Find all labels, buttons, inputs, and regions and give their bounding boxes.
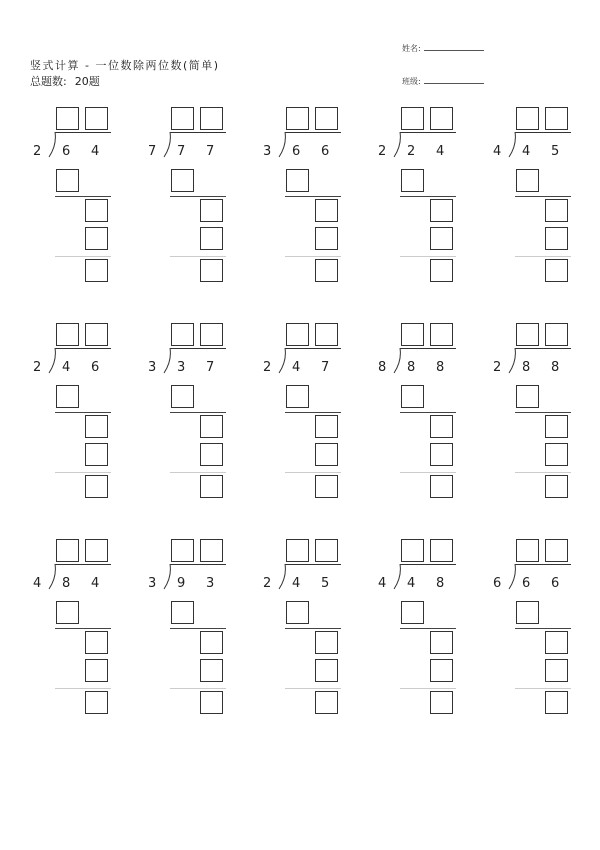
quotient-ones-box[interactable] xyxy=(315,107,338,130)
division-problem xyxy=(493,107,600,307)
subtraction-line-2 xyxy=(285,472,341,473)
division-bracket xyxy=(278,348,288,374)
product-tens-box[interactable] xyxy=(286,169,309,192)
bring-down-box[interactable] xyxy=(315,415,338,438)
division-bar xyxy=(515,132,571,133)
quotient-tens-box[interactable] xyxy=(56,539,79,562)
division-problem xyxy=(148,539,258,739)
division-problem xyxy=(378,539,488,739)
quotient-tens-box[interactable] xyxy=(516,323,539,346)
subtraction-line xyxy=(285,412,341,413)
remainder-box[interactable] xyxy=(545,691,568,714)
dividend-ones-digit: 5 xyxy=(321,576,330,591)
remainder-box[interactable] xyxy=(85,475,108,498)
bring-down-box[interactable] xyxy=(85,415,108,438)
subtraction-line-2 xyxy=(170,688,226,689)
division-problem xyxy=(33,323,143,523)
subtraction-line xyxy=(170,628,226,629)
bring-down-box[interactable] xyxy=(315,199,338,222)
division-bracket xyxy=(393,564,403,590)
subtraction-line-2 xyxy=(400,688,456,689)
quotient-tens-box[interactable] xyxy=(171,107,194,130)
quotient-tens-box[interactable] xyxy=(401,107,424,130)
dividend-ones-digit: 7 xyxy=(206,144,215,159)
divisor-digit: 7 xyxy=(148,144,157,159)
quotient-ones-box[interactable] xyxy=(430,323,453,346)
dividend-tens-digit: 6 xyxy=(522,576,531,591)
remainder-box[interactable] xyxy=(545,259,568,282)
division-bracket xyxy=(278,132,288,158)
class-label: 班级: xyxy=(402,77,421,86)
dividend-ones-digit: 8 xyxy=(436,576,445,591)
remainder-box[interactable] xyxy=(85,259,108,282)
dividend-tens-digit: 7 xyxy=(177,144,186,159)
division-bracket xyxy=(508,348,518,374)
bring-down-box[interactable] xyxy=(545,631,568,654)
bring-down-box[interactable] xyxy=(430,415,453,438)
product-tens-box[interactable] xyxy=(56,601,79,624)
bring-down-box[interactable] xyxy=(85,631,108,654)
bring-down-box[interactable] xyxy=(545,415,568,438)
division-problem xyxy=(33,107,143,307)
quotient-tens-box[interactable] xyxy=(56,323,79,346)
division-bracket xyxy=(163,564,173,590)
total-questions-label: 总题数: xyxy=(30,75,67,88)
product-tens-box[interactable] xyxy=(56,385,79,408)
quotient-ones-box[interactable] xyxy=(315,539,338,562)
dividend-ones-digit: 3 xyxy=(206,576,215,591)
remainder-box[interactable] xyxy=(430,691,453,714)
division-problem xyxy=(493,539,600,739)
subtraction-line xyxy=(170,412,226,413)
subtraction-line-2 xyxy=(515,688,571,689)
subtraction-line-2 xyxy=(400,256,456,257)
dividend-ones-digit: 5 xyxy=(551,144,560,159)
division-bar xyxy=(400,132,456,133)
product-ones-box[interactable] xyxy=(200,443,223,466)
divisor-digit: 4 xyxy=(378,576,387,591)
dividend-tens-digit: 4 xyxy=(407,576,416,591)
subtraction-line xyxy=(400,412,456,413)
division-bracket xyxy=(508,564,518,590)
division-bar xyxy=(170,132,226,133)
divisor-digit: 2 xyxy=(378,144,387,159)
product-ones-box[interactable] xyxy=(315,227,338,250)
dividend-ones-digit: 7 xyxy=(206,360,215,375)
remainder-box[interactable] xyxy=(315,259,338,282)
bring-down-box[interactable] xyxy=(545,199,568,222)
division-bar xyxy=(55,564,111,565)
quotient-tens-box[interactable] xyxy=(171,323,194,346)
division-bar xyxy=(285,348,341,349)
product-tens-box[interactable] xyxy=(401,601,424,624)
subtraction-line-2 xyxy=(285,256,341,257)
remainder-box[interactable] xyxy=(430,475,453,498)
division-problem xyxy=(263,323,373,523)
divisor-digit: 3 xyxy=(263,144,272,159)
product-ones-box[interactable] xyxy=(430,227,453,250)
division-bar xyxy=(285,564,341,565)
division-bar xyxy=(170,348,226,349)
subtraction-line-2 xyxy=(400,472,456,473)
remainder-box[interactable] xyxy=(200,691,223,714)
division-bar xyxy=(400,348,456,349)
product-ones-box[interactable] xyxy=(545,227,568,250)
product-ones-box[interactable] xyxy=(430,659,453,682)
product-ones-box[interactable] xyxy=(430,443,453,466)
remainder-box[interactable] xyxy=(315,475,338,498)
subtraction-line-2 xyxy=(170,256,226,257)
dividend-tens-digit: 4 xyxy=(522,144,531,159)
division-bracket xyxy=(508,132,518,158)
division-bracket xyxy=(163,132,173,158)
dividend-ones-digit: 4 xyxy=(91,144,100,159)
subtraction-line xyxy=(400,628,456,629)
division-problem xyxy=(148,107,258,307)
product-tens-box[interactable] xyxy=(516,385,539,408)
remainder-box[interactable] xyxy=(200,259,223,282)
quotient-ones-box[interactable] xyxy=(430,539,453,562)
dividend-ones-digit: 6 xyxy=(551,576,560,591)
divisor-digit: 4 xyxy=(493,144,502,159)
subtraction-line xyxy=(285,628,341,629)
quotient-ones-box[interactable] xyxy=(200,539,223,562)
dividend-ones-digit: 6 xyxy=(321,144,330,159)
dividend-tens-digit: 4 xyxy=(292,576,301,591)
product-tens-box[interactable] xyxy=(401,169,424,192)
divisor-digit: 4 xyxy=(33,576,42,591)
subtraction-line xyxy=(170,196,226,197)
quotient-tens-box[interactable] xyxy=(171,539,194,562)
division-bar xyxy=(285,132,341,133)
product-ones-box[interactable] xyxy=(315,659,338,682)
division-bracket xyxy=(278,564,288,590)
remainder-box[interactable] xyxy=(430,259,453,282)
quotient-ones-box[interactable] xyxy=(200,107,223,130)
bring-down-box[interactable] xyxy=(430,199,453,222)
division-problem xyxy=(148,323,258,523)
remainder-box[interactable] xyxy=(200,475,223,498)
division-problem xyxy=(493,323,600,523)
bring-down-box[interactable] xyxy=(85,199,108,222)
divisor-digit: 8 xyxy=(378,360,387,375)
divisor-digit: 3 xyxy=(148,360,157,375)
subtraction-line xyxy=(55,628,111,629)
dividend-ones-digit: 7 xyxy=(321,360,330,375)
product-ones-box[interactable] xyxy=(315,443,338,466)
subtraction-line-2 xyxy=(170,472,226,473)
division-bracket xyxy=(163,348,173,374)
quotient-ones-box[interactable] xyxy=(85,107,108,130)
dividend-tens-digit: 6 xyxy=(62,144,71,159)
subtraction-line xyxy=(515,412,571,413)
division-problem xyxy=(378,323,488,523)
divisor-digit: 6 xyxy=(493,576,502,591)
subtraction-line-2 xyxy=(285,688,341,689)
subtraction-line xyxy=(55,412,111,413)
division-problem xyxy=(378,107,488,307)
dividend-tens-digit: 8 xyxy=(522,360,531,375)
quotient-ones-box[interactable] xyxy=(430,107,453,130)
product-tens-box[interactable] xyxy=(56,169,79,192)
remainder-box[interactable] xyxy=(85,691,108,714)
bring-down-box[interactable] xyxy=(200,199,223,222)
divisor-digit: 2 xyxy=(33,360,42,375)
subtraction-line xyxy=(55,196,111,197)
product-tens-box[interactable] xyxy=(286,601,309,624)
divisor-digit: 3 xyxy=(148,576,157,591)
product-tens-box[interactable] xyxy=(171,169,194,192)
bring-down-box[interactable] xyxy=(200,415,223,438)
division-bracket xyxy=(48,348,58,374)
quotient-tens-box[interactable] xyxy=(401,323,424,346)
dividend-ones-digit: 8 xyxy=(551,360,560,375)
total-questions-value: 20题 xyxy=(74,75,100,88)
dividend-tens-digit: 8 xyxy=(62,576,71,591)
quotient-ones-box[interactable] xyxy=(200,323,223,346)
product-ones-box[interactable] xyxy=(545,659,568,682)
remainder-box[interactable] xyxy=(545,475,568,498)
subtraction-line-2 xyxy=(55,472,111,473)
dividend-tens-digit: 2 xyxy=(407,144,416,159)
division-bar xyxy=(170,564,226,565)
remainder-box[interactable] xyxy=(315,691,338,714)
quotient-ones-box[interactable] xyxy=(545,539,568,562)
product-ones-box[interactable] xyxy=(200,659,223,682)
product-ones-box[interactable] xyxy=(545,443,568,466)
division-bar xyxy=(55,348,111,349)
dividend-tens-digit: 6 xyxy=(292,144,301,159)
quotient-ones-box[interactable] xyxy=(315,323,338,346)
division-bar xyxy=(515,564,571,565)
dividend-ones-digit: 4 xyxy=(436,144,445,159)
division-problem xyxy=(263,107,373,307)
quotient-tens-box[interactable] xyxy=(56,107,79,130)
dividend-ones-digit: 8 xyxy=(436,360,445,375)
dividend-tens-digit: 8 xyxy=(407,360,416,375)
division-problem xyxy=(33,539,143,739)
bring-down-box[interactable] xyxy=(200,631,223,654)
product-tens-box[interactable] xyxy=(401,385,424,408)
dividend-ones-digit: 6 xyxy=(91,360,100,375)
product-ones-box[interactable] xyxy=(85,227,108,250)
quotient-tens-box[interactable] xyxy=(516,107,539,130)
dividend-tens-digit: 9 xyxy=(177,576,186,591)
product-tens-box[interactable] xyxy=(516,601,539,624)
dividend-tens-digit: 4 xyxy=(292,360,301,375)
product-tens-box[interactable] xyxy=(171,601,194,624)
bring-down-box[interactable] xyxy=(315,631,338,654)
product-ones-box[interactable] xyxy=(85,659,108,682)
quotient-tens-box[interactable] xyxy=(286,539,309,562)
subtraction-line-2 xyxy=(55,256,111,257)
divisor-digit: 2 xyxy=(33,144,42,159)
division-bar xyxy=(515,348,571,349)
product-ones-box[interactable] xyxy=(85,443,108,466)
product-tens-box[interactable] xyxy=(171,385,194,408)
subtraction-line-2 xyxy=(515,256,571,257)
subtraction-line xyxy=(515,628,571,629)
division-problem xyxy=(263,539,373,739)
dividend-tens-digit: 3 xyxy=(177,360,186,375)
quotient-ones-box[interactable] xyxy=(545,107,568,130)
name-label: 姓名: xyxy=(402,44,421,53)
division-bracket xyxy=(48,132,58,158)
divisor-digit: 2 xyxy=(263,360,272,375)
quotient-tens-box[interactable] xyxy=(401,539,424,562)
quotient-tens-box[interactable] xyxy=(286,323,309,346)
quotient-ones-box[interactable] xyxy=(85,323,108,346)
division-bar xyxy=(400,564,456,565)
subtraction-line-2 xyxy=(515,472,571,473)
subtraction-line xyxy=(515,196,571,197)
subtraction-line xyxy=(400,196,456,197)
division-bracket xyxy=(48,564,58,590)
quotient-ones-box[interactable] xyxy=(85,539,108,562)
division-bracket xyxy=(393,348,403,374)
worksheet-title: 竖式计算 - 一位数除两位数(简单) xyxy=(30,59,220,72)
product-tens-box[interactable] xyxy=(516,169,539,192)
product-ones-box[interactable] xyxy=(200,227,223,250)
division-bar xyxy=(55,132,111,133)
quotient-ones-box[interactable] xyxy=(545,323,568,346)
divisor-digit: 2 xyxy=(493,360,502,375)
subtraction-line-2 xyxy=(55,688,111,689)
bring-down-box[interactable] xyxy=(430,631,453,654)
quotient-tens-box[interactable] xyxy=(286,107,309,130)
division-bracket xyxy=(393,132,403,158)
product-tens-box[interactable] xyxy=(286,385,309,408)
quotient-tens-box[interactable] xyxy=(516,539,539,562)
divisor-digit: 2 xyxy=(263,576,272,591)
dividend-tens-digit: 4 xyxy=(62,360,71,375)
subtraction-line xyxy=(285,196,341,197)
dividend-ones-digit: 4 xyxy=(91,576,100,591)
